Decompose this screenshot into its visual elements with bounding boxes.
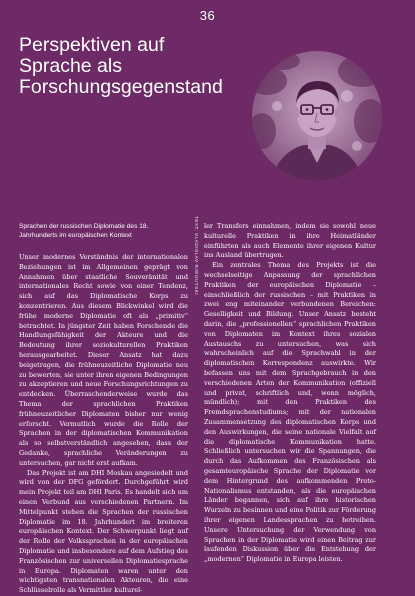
paragraph: Ein zentrales Thema des Projekts ist die wechselseitige Anpassung der sprachlichen Praktiken der europäischen Diplomatie – einschließlich der russischen – mit Praktiken in zwei eng miteinander verbundenen Bereichen: Geselligkeit und Bildung. Unser Ansatz besteht darin, die „professionellen“ sprachlichen Praktiken von Diplomaten im Kontext ihres sozialen Austauschs zu untersuchen, was sich wahrscheinlich auf die Sprachwahl in der diplomatischen Korrespondenz auswirkte. Wir befassen uns mit dem Sprachgebrauch in den verschiedenen Arten der Kommunikation (offiziell und privat, schriftlich und, wenn möglich, mündlich); mit den Praktiken des Fremdsprachenstudiums; mit der nationalen Zusammensetzung des diplomatischen Korps und den Auswirkungen, die seine nationale Vielfalt auf die diplomatische Kommunikation hatte. Schließlich untersuchen wir die Spannungen, die durch das Aufkommen des Französischen als gesamteuropäische Sprache der Diplomatie vor dem Hintergrund des aufkommenden Proto-Nationalismus entstanden, als die europäischen Länder begannen, sich auf ihre historischen Wurzeln zu besinnen und eine Politik zur Förderung ihrer eigenen Landessprachen zu betreiben. Unsere Untersuchung der Verwendung von Sprachen in der Diplomatie wird einen Beitrag zur laufenden Diskussion über die Entstehung der „modernen“ Diplomatie in Europa leisten. [204,261,376,564]
portrait-photo [252,51,382,181]
photo-credit: TEXT: VLADISLAV RJÉOUTSKI [194,216,199,296]
paragraph: ler Transfers einnahmen, indem sie sowohl neue kulturelle Praktiken in ihre Heimatländer einführten als auch Elemente ihrer eigenen Kultur ins Ausland übertrugen. [204,222,376,260]
right-text-column [204,222,376,565]
author-portrait [252,51,382,181]
page-number: 36 [199,8,216,23]
paragraph: Das Projekt ist am DHI Moskau angesiedelt und wird von der DFG gefördert. Durchgeführt wird mein Projekt teil am DHI Paris. Es handelt sich um einen Verbund aus verschiedenen Partnern. Im Mittelpunkt stehen die Sprachen der russischen Diplomatie im 18. Jahrhundert im breiteren europäischen Kontext. Der Schwerpunkt liegt auf der Rolle der Volkssprachen in der europäischen Diplomatie und insbesondere auf dem Aufstieg des Französischen zur universellen Diplomatiesprache in Europa. Diplomaten waren unter den wichtigsten transnationalen Akteuren, die eine Schlüsselrolle als Vermittler kulturel- [19,468,188,595]
article-subtitle: Sprachen der russischen Diplomatie des 18. Jahrhunderts im europäischen Kontext [19,223,149,239]
page-title: Perspektiven auf Sprache als Forschungsgegenstand [19,34,223,98]
left-text-column [19,253,188,596]
paragraph: Unser modernes Verständnis der internationalen Beziehungen ist im Allgemeinen geprägt von Annahmen über staatliche Souveränität und internationales Recht sowie von einer Tendenz, sich auf das Diplomatische Korps zu konzentrieren. Aus diesem Blickwinkel wird die frühe moderne Diplomatie oft als „primitiv“ betrachtet. In jüngster Zeit haben Forschende die Handlungsfähigkeit der Akteure und die Bedeutung ihrer soziokulturellen Praktiken herausgearbeitet. Dieser Ansatz hat dazu beigetragen, die frühneuzeitliche Diplomatie neu zu bewerten, sie unter ihren eigenen Bedingungen zu akzeptieren und neue Forschungsrichtungen zu entdecken. Überraschenderweise wurde das Thema der sprachlichen Praktiken frühneuzeitlicher Diplomaten bisher nur wenig erforscht. Vermutlich wurde die Rolle der Sprachen in der diplomatischen Kommunikation als so selbstverständlich angesehen, dass der Gedanke, sprachliche Veränderungen zu untersuchen, gar nicht erst aufkam. [19,253,188,467]
